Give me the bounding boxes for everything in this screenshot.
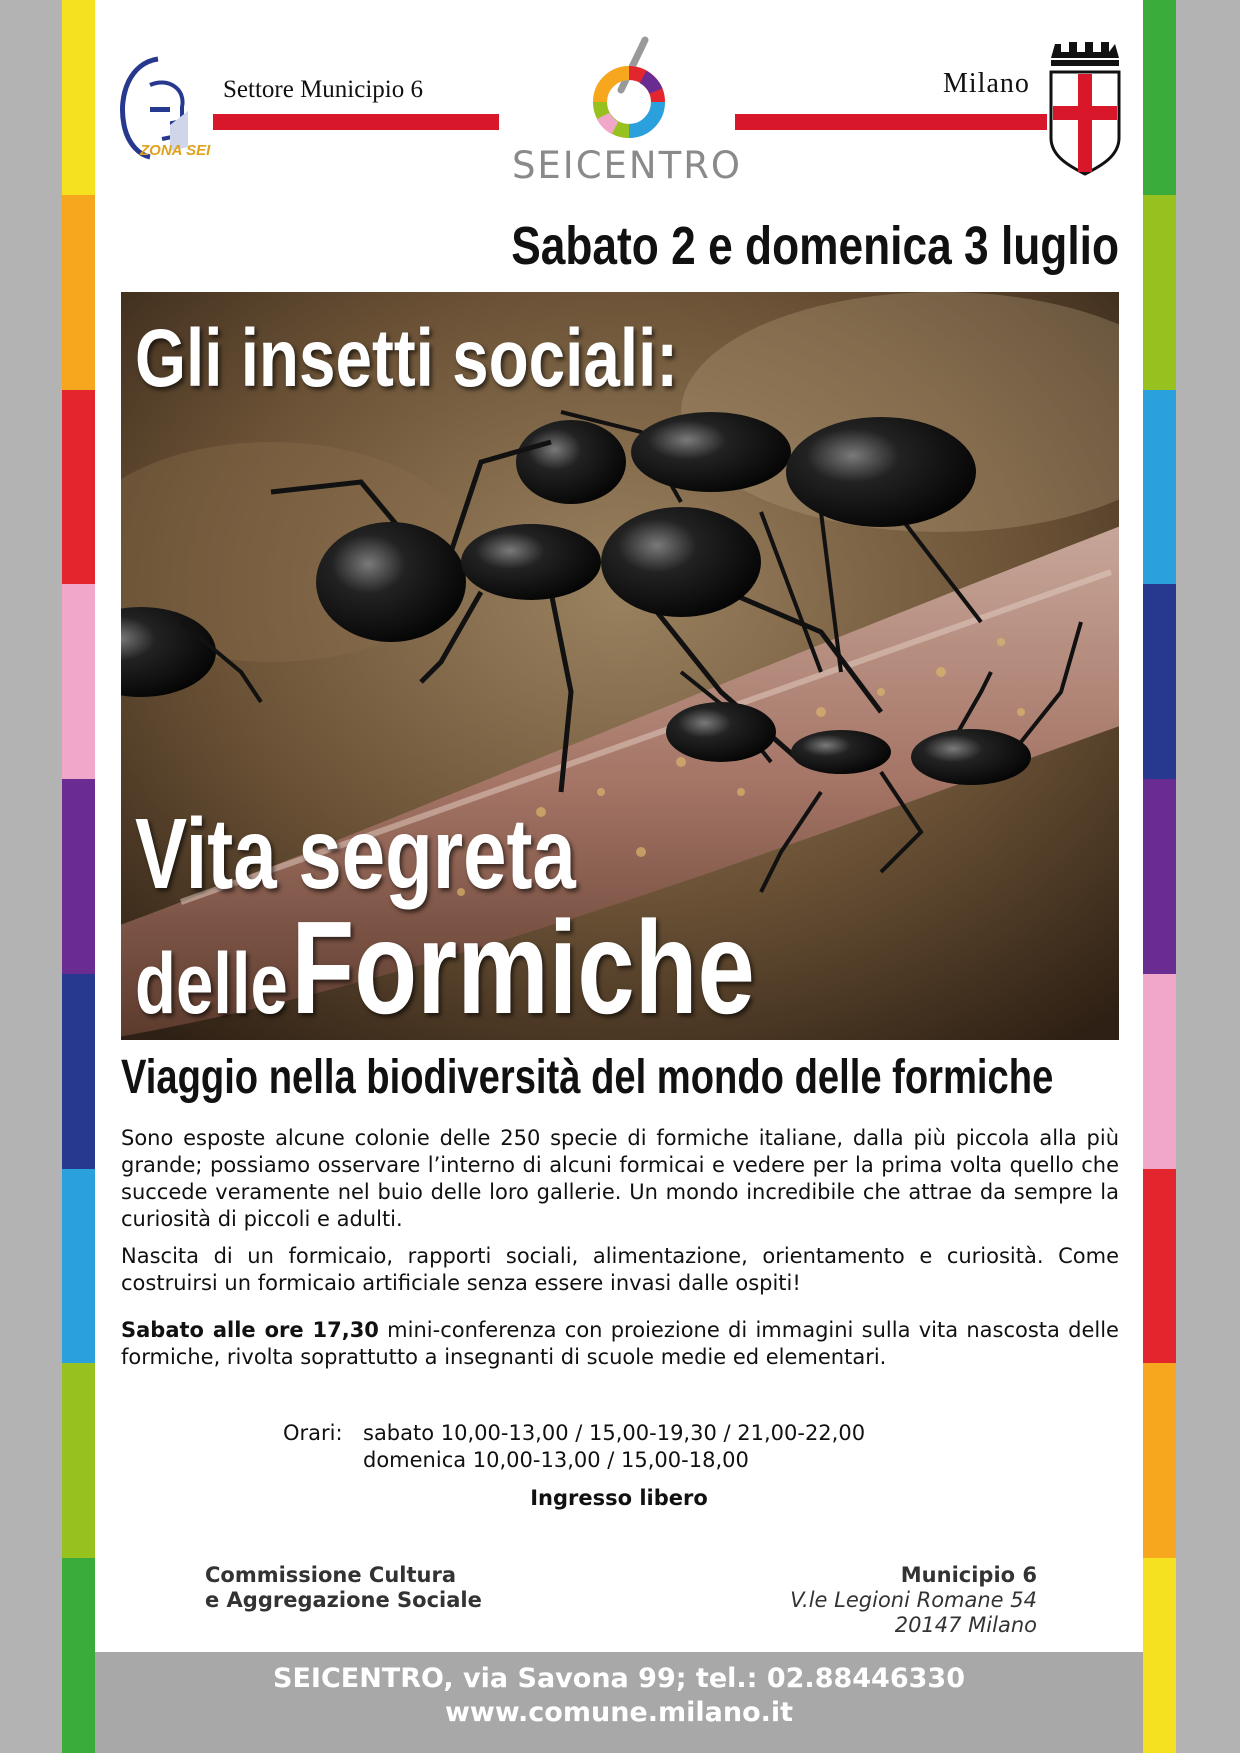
event-date: Sabato 2 e domenica 3 luglio [511, 216, 1119, 276]
right-stripe-segment [1143, 195, 1176, 390]
footer-website[interactable]: www.comune.milano.it [444, 1697, 794, 1728]
left-stripe-segment [62, 1169, 95, 1364]
municipio-address-1: V.le Legioni Romane 54 [790, 1588, 1037, 1612]
left-stripe-segment [62, 0, 95, 195]
right-stripe-segment [1143, 974, 1176, 1169]
commission-credit [205, 1563, 482, 1613]
right-stripe-segment [1143, 0, 1176, 195]
left-stripe-segment [62, 584, 95, 779]
right-stripe-segment [1143, 1558, 1176, 1753]
seicentro-wordmark: SEICENTRO [511, 144, 743, 187]
milano-label: Milano [943, 68, 1030, 99]
opening-hours [283, 1420, 865, 1474]
milano-coat-of-arms [1045, 38, 1125, 178]
municipio-name: Municipio 6 [900, 1563, 1037, 1587]
title-line-3b: Formiche [291, 894, 755, 1040]
hours-label: Orari: [283, 1421, 343, 1445]
commission-line-1: Commissione Cultura [205, 1563, 457, 1587]
title-line-3a: delle [135, 936, 288, 1032]
paragraph-3-bold: Sabato alle ore 17,30 [121, 1318, 379, 1342]
municipio-address-2: 20147 Milano [894, 1613, 1037, 1637]
right-stripe-segment [1143, 584, 1176, 779]
left-stripe-segment [62, 974, 95, 1169]
subtitle: Viaggio nella biodiversità del mondo delle formiche [121, 1051, 1054, 1104]
commission-line-2: e Aggregazione Sociale [205, 1588, 482, 1612]
title-line-1: Gli insetti sociali: [135, 313, 679, 404]
paragraph-1: Sono esposte alcune colonie delle 250 specie di formiche italiane, dalla più piccola alla più grande; possiamo osservare l’interno di alcuni formicai e vedere per la prima volta quello che succede veramente nel buio delle loro gallerie. Un mondo incredibile che attrae da sempre la curiosità di piccoli e adulti. [121, 1126, 1119, 1231]
right-color-stripe [1143, 0, 1176, 1753]
footer-contact: SEICENTRO, via Savona 99; tel.: 02.88446330 [273, 1663, 965, 1694]
municipio-credit [790, 1563, 1037, 1638]
left-stripe-segment [62, 779, 95, 974]
red-bar-right [735, 114, 1047, 130]
zona-sei-label: ZONA SEI [140, 142, 211, 159]
footer [95, 1652, 1143, 1753]
left-stripe-segment [62, 195, 95, 390]
title-line-2: Vita segreta [135, 798, 576, 910]
hours-sunday: domenica 10,00-13,00 / 15,00-18,00 [363, 1448, 749, 1472]
description [121, 1125, 1119, 1381]
left-stripe-segment [62, 390, 95, 585]
paragraph-2: Nascita di un formicaio, rapporti sociali, alimentazione, orientamento e curiosità. Come costruirsi un formicaio artificiale senza essere invasi dalle ospiti! [121, 1244, 1119, 1295]
right-stripe-segment [1143, 1363, 1176, 1558]
right-stripe-segment [1143, 779, 1176, 974]
poster [95, 0, 1143, 1753]
red-bar-left [213, 114, 499, 130]
paragraph-3 [121, 1317, 1119, 1371]
right-stripe-segment [1143, 390, 1176, 585]
right-stripe-segment [1143, 1169, 1176, 1364]
left-stripe-segment [62, 1558, 95, 1753]
ants-photo [121, 292, 1119, 1040]
title-line-3 [135, 892, 755, 1040]
zona-sei-logo [110, 55, 220, 175]
settore-label: Settore Municipio 6 [223, 76, 423, 103]
left-stripe-segment [62, 1363, 95, 1558]
hours-saturday: sabato 10,00-13,00 / 15,00-19,30 / 21,00-22,00 [363, 1421, 866, 1445]
free-entry: Ingresso libero [530, 1486, 708, 1510]
left-color-stripe [62, 0, 95, 1753]
paragraph-3-rest: mini-conferenza con proiezione di immagini sulla vita nascosta delle formiche, rivolta soprattutto a insegnanti di scuole medie ed elementari. [121, 1318, 1119, 1369]
